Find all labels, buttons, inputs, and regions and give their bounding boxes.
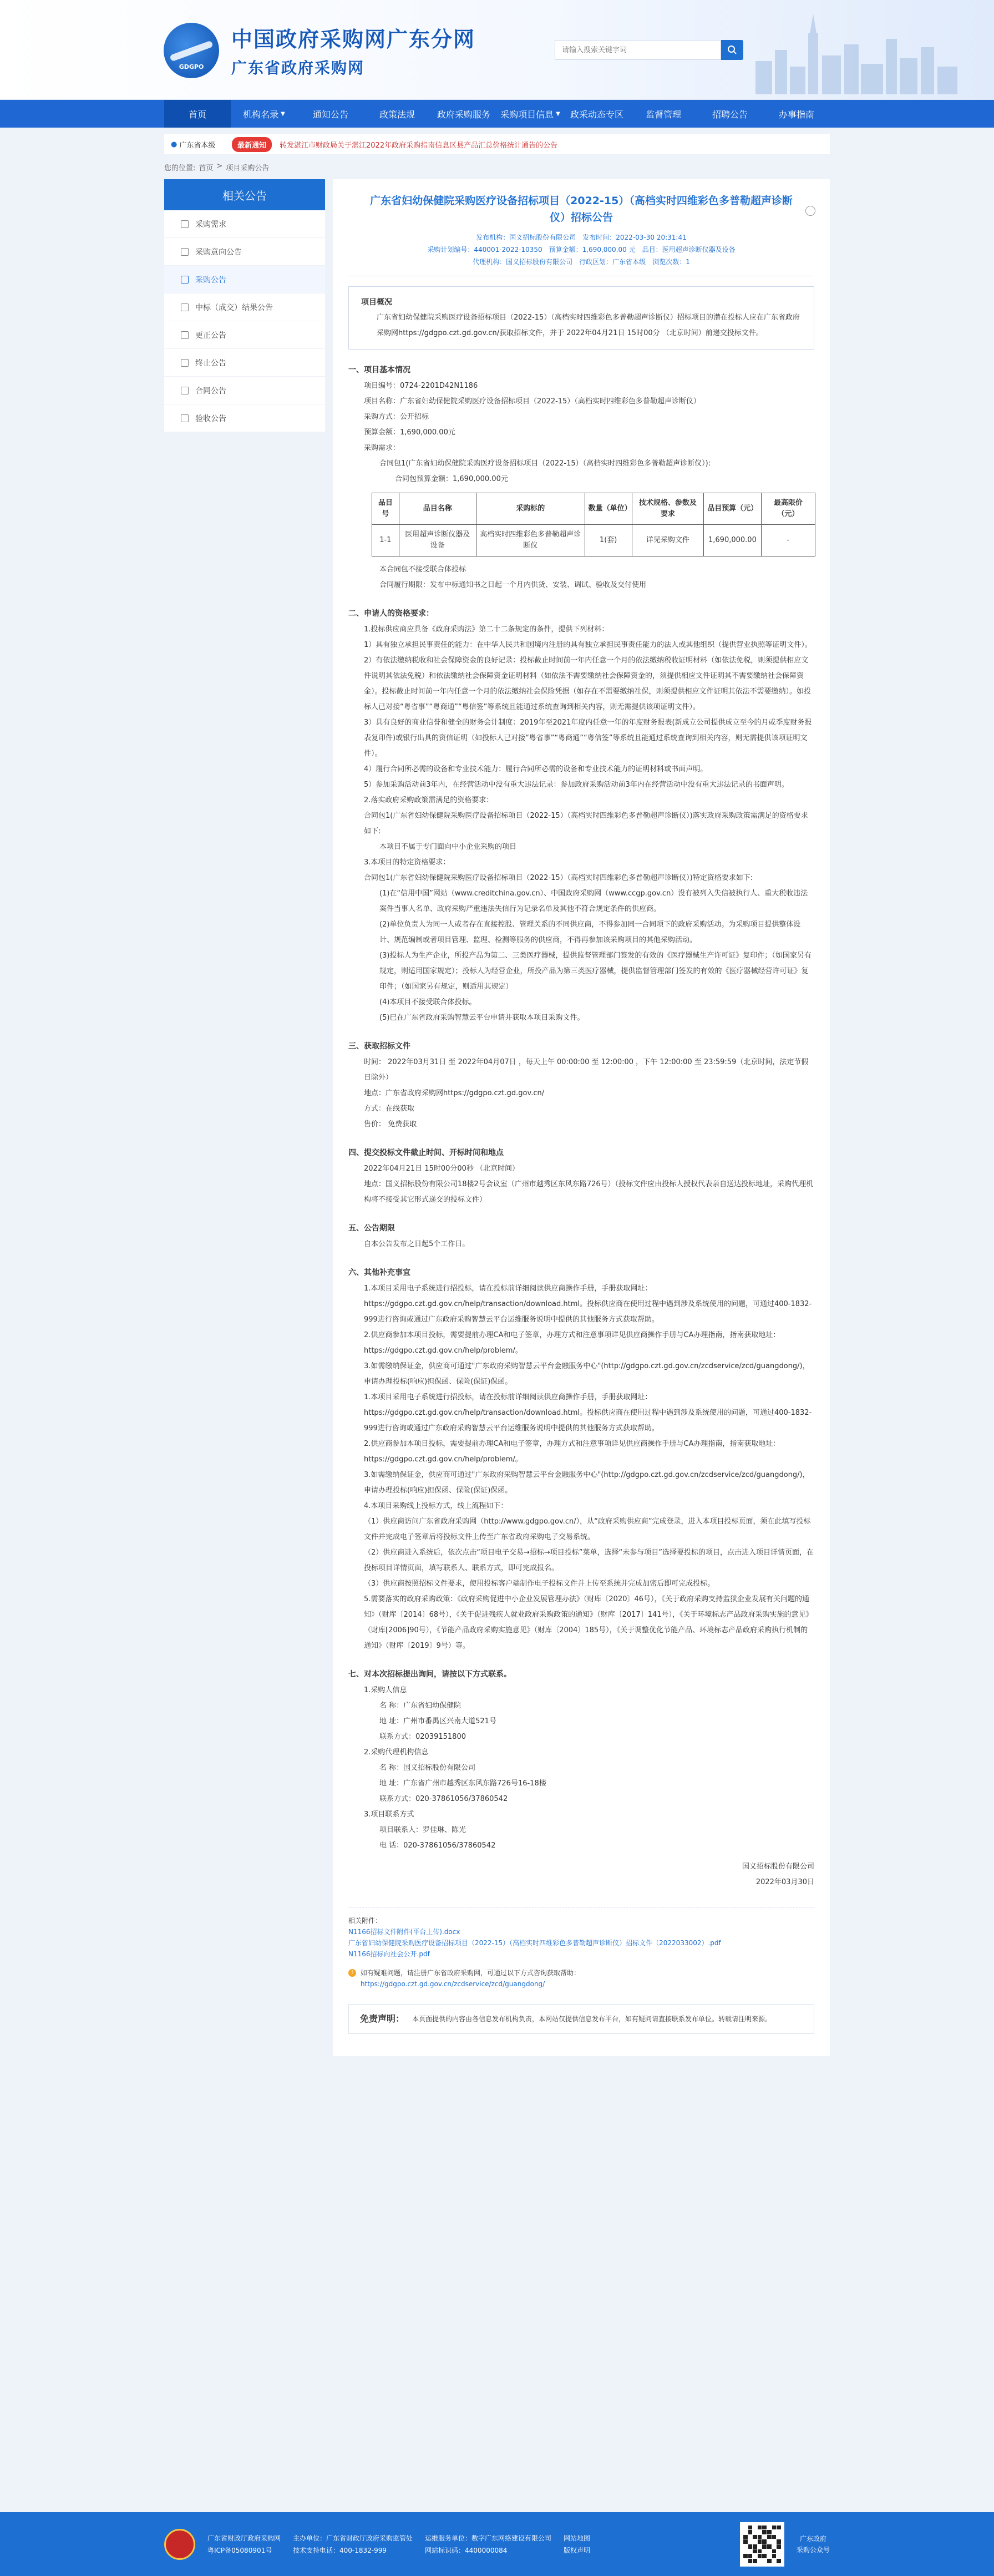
supplement-line: 3.如需缴纳保证金，供应商可通过"广东政府采购智慧云平台金融服务中心"(http://gdgpo.czt.gd.gov.cn/zcdservice/zcd/guangdong/)，申请办理投标(响应)担保函、保险(保证)保函。 (364, 1362, 810, 1386)
supplement-line: （1）供应商访问广东省政府采购网（http://www.gdgpo.gov.cn/），从“政府采购供应商”完成登录，进入本项目投标页面，须在此填写投标文件并完成电子签章后将投标文件上传至广东省政府采购电子交易系统。 (364, 1517, 811, 1541)
sidebar-item-intention[interactable] (164, 238, 325, 266)
sidebar-item-correction[interactable] (164, 321, 325, 349)
table-cell: 详见采购文件 (632, 525, 704, 556)
sidebar-title: 相关公告 (164, 179, 325, 210)
attachments (348, 1907, 814, 1960)
share-icon[interactable] (805, 206, 815, 216)
search-button[interactable] (721, 40, 743, 60)
table-header: 采购标的 (476, 493, 585, 525)
sidebar (164, 179, 325, 432)
table-cell: 1,690,000.00 (704, 525, 761, 556)
tip-text: 如有疑难问题，请注册广东省政府采购网，可通过以下方式咨询获取帮助： (361, 1969, 581, 1977)
chevron-down-icon: ▼ (281, 110, 285, 117)
national-emblem-icon (164, 2529, 195, 2560)
notice-bar (164, 134, 830, 154)
table-header: 数量（单位） (585, 493, 632, 525)
section-line: 时间： 2022年03月31日 至 2022年04月07日 ，每天上午 00:00:00 至 12:00:00 ，下午 12:00:00 至 23:59:59（北京时间，法定节假日除外） (364, 1058, 809, 1082)
document-icon (181, 387, 189, 394)
table-cell: 医用超声诊断仪器及设备 (399, 525, 476, 556)
nav-supervision[interactable] (630, 100, 697, 128)
attachment-link[interactable]: N1166招标文件附件(平台上传).docx (348, 1928, 460, 1936)
document-icon (181, 359, 189, 367)
package-budget: 合同包预算金额：1,690,000.00元 (395, 475, 508, 483)
qualification-line: (4)本项目不接受联合体投标。 (379, 998, 476, 1006)
document-icon (181, 276, 189, 284)
section-line: 售价： 免费获取 (364, 1120, 417, 1128)
sidebar-item-label: 终止公告 (195, 358, 226, 368)
table-header: 品目号 (372, 493, 399, 525)
sidebar-item-label: 更正公告 (195, 331, 226, 340)
qualification-line: 2）有依法缴纳税收和社会保障资金的良好记录：投标截止时间前一年内任意一个月的依法缴纳税收证明材料（如依法免税，则须提供相应文件说明其依法免税）和依法缴纳社会保障资金证明材料（如依法不需要缴纳社会保障资金的，须提供相应文件证明其不需要缴纳社会保障资金）。投标截止时间前一年内任意一个月的依法缴纳社会保险凭据（如存在不需要缴纳社保，则须提供相应文件证明其依法不需要缴纳）。如投标人已对接“粤省事”“粤商通”“粤信签”等系统且能通过系统查询到相关内容，则无需提供该项证明文件）。 (364, 656, 812, 711)
qualification-line: 5）参加采购活动前3年内，在经营活动中没有重大违法记录：参加政府采购活动前3年内在经营活动中没有重大违法记录的书面声明。 (364, 781, 789, 789)
follow-label (797, 2533, 830, 2555)
overview-text: 广东省妇幼保健院采购医疗设备招标项目（2022-15）（高档实时四维彩色多普勒超声诊断仪）招标项目的潜在投标人应在广东省政府采购网https://gdgpo.czt.gd.gov.cn/获取招标文件，并于 2022年04月21日 15时00分 （北京时间）前递交投标文件。 (377, 313, 800, 337)
meta-region: 行政区划：广东省本级 (579, 258, 646, 266)
footer-col (293, 2532, 413, 2557)
supplement-line: 3.如需缴纳保证金，供应商可通过"广东政府采购智慧云平台金融服务中心"(http://gdgpo.czt.gd.gov.cn/zcdservice/zcd/guangdong/)，申请办理投标(响应)担保函、保险(保证)保函。 (364, 1471, 810, 1495)
contact-line: 联系方式：020-37861056/37860542 (379, 1795, 508, 1803)
breadcrumb (164, 162, 830, 173)
meta-time: 发布时间：2022-03-30 20:31:41 (582, 234, 687, 241)
qualification-list (348, 622, 814, 1026)
table-header: 品目名称 (399, 493, 476, 525)
contact-line: 项目联系人：罗佳琳、陈光 (379, 1826, 466, 1834)
site-header (0, 0, 994, 100)
signature-org: 国义招标股份有限公司 (742, 1863, 814, 1871)
contact-line: 联系方式：020391518​00 (379, 1733, 466, 1741)
qualification-line: 2.落实政府采购政策需满足的资格要求： (364, 796, 494, 804)
qualification-line: (1)在“信用中国”网站（www.creditchina.gov.cn）、中国政府采购网（www.ccgp.gov.cn）没有被列入失信被执行人、重大税收违法案件当事人名单、政府采购严重违法失信行为记录名单及其他不符合规定条件的供应商。 (379, 889, 808, 913)
article (333, 179, 830, 2056)
follow-text: 采购公众号 (796, 2545, 830, 2554)
document-icon (181, 414, 189, 422)
attachment-link[interactable]: N1166招标向社会公开.pdf (348, 1950, 430, 1958)
document-icon (181, 331, 189, 339)
qualification-line: 本项目不属于专门面向中小企业采购的项目 (379, 843, 517, 851)
attachment-link[interactable]: 广东省妇幼保健院采购医疗设备招标项目（2022-15）（高档实时四维彩色多普勒超声诊断仪）招标文件（2022033002）.pdf (348, 1939, 721, 1947)
section-line: 地点：广东省政府采购网https://gdgpo.czt.gd.gov.cn/ (364, 1089, 545, 1097)
article-meta (348, 231, 814, 268)
signature-date: 2022年03月30日 (755, 1878, 814, 1886)
nav-home[interactable] (164, 100, 231, 128)
supplement-line: 1.本项目采用电子系统进行招投标，请在投标前详细阅读供应商操作手册，手册获取网址：https://gdgpo.czt.gd.gov.cn/help/transaction/download.html。投标供应商在使用过程中遇到涉及系统使用的问题，可通过400-1832-999进行咨询或通过广东政府采购智慧云平台运维服务说明中提供的其他服务方式获取帮助。 (364, 1284, 812, 1324)
table-header: 品目预算（元） (704, 493, 761, 525)
footer-link-copyright[interactable]: 版权声明 (564, 2546, 591, 2554)
qr-code-icon (740, 2522, 784, 2567)
qualification-line: 1）具有独立承担民事责任的能力：在中华人民共和国境内注册的具有独立承担民事责任能力的法人或其他组织（提供营业执照等证明文件）。 (364, 641, 812, 649)
section-line: 地点：国义招标股份有限公司18楼2号会议室（广州市越秀区东风东路726号）（投标文件应由投标人授权代表亲自送达投标地址，采购代理机构将不接受其它形式递交的投标文件） (364, 1180, 814, 1204)
sidebar-item-label: 采购公告 (195, 275, 226, 285)
help-tip (348, 1967, 814, 1990)
overview-box (348, 286, 814, 350)
contact-heading: 1.采购人信息 (364, 1686, 407, 1694)
qualification-line: (5)已在广东省政府采购智慧云平台申请并获取本项目采购文件。 (379, 1014, 585, 1022)
nav-label: 通知公告 (312, 109, 348, 120)
section-line: 采购方式：公开招标 (364, 413, 429, 421)
region-selector[interactable] (171, 139, 226, 150)
contact-line: 名 称：国义招标股份有限公司 (379, 1764, 476, 1772)
nav-label: 机构名录 (243, 109, 279, 120)
section-title: 六、其他补充事宜 (348, 1268, 410, 1277)
nav-label: 招聘公告 (712, 109, 748, 120)
package-line: 合同包1(广东省妇幼保健院采购医疗设备招标项目（2022-15）（高档实时四维彩色多普勒超声诊断仪）): (379, 459, 711, 468)
meta-agency: 代理机构：国义招标股份有限公司 (473, 258, 573, 266)
table-cell: 高档实时四维彩色多普勒超声诊断仪 (476, 525, 585, 556)
sidebar-item-requirements[interactable] (164, 210, 325, 238)
sidebar-item-label: 采购需求 (195, 220, 226, 229)
search-icon (727, 45, 737, 55)
logo-emblem-icon (164, 23, 219, 78)
breadcrumb-prefix: 您的位置: (164, 164, 196, 173)
supplement-list (348, 1281, 814, 1654)
contact-line: 电 话：020-37861056/37860542 (379, 1841, 496, 1850)
qualification-line: (2)单位负责人为同一人或者存在直接控股、管理关系的不同供应商，不得参加同一合同项下的政府采购活动。为采购项目提供整体设计、规范编制或者项目管理、监理、检测等服务的供应商，不得再参加该采购项目的其他采购活动。 (379, 920, 801, 944)
nav-label: 政策法规 (379, 109, 415, 120)
table-row (372, 525, 815, 556)
supplement-line: （3）供应商按照招标文件要求，使用投标客户端制作电子投标文件并上传至系统并完成加密后即可完成投标。 (364, 1580, 715, 1588)
nav-services[interactable] (430, 100, 497, 128)
section-title: 三、获取招标文件 (348, 1042, 410, 1051)
tip-link[interactable]: https://gdgpo.czt.gd.gov.cn/zcdservice/zcd/guangdong/ (361, 1980, 545, 1988)
contact-heading: 2.采购代理机构信息 (364, 1748, 429, 1757)
section-title: 五、公告期限 (348, 1224, 395, 1233)
section-line: 2022年04月21日 15时00分00秒 （北京时间） (364, 1165, 520, 1173)
search-input[interactable] (555, 40, 721, 60)
table-cell: - (761, 525, 815, 556)
latest-notice-link[interactable]: 转发湛江市财政局关于湛江2022年政府采购指南信息区县产品汇总价格统计通告的公告 (280, 141, 558, 150)
location-pin-icon: ● (171, 140, 178, 149)
disclaimer (348, 2004, 814, 2034)
footer-text: 广东省财政厅政府采购网 (207, 2534, 281, 2542)
table-header: 技术规格、参数及要求 (632, 493, 704, 525)
nav-recruit[interactable] (697, 100, 763, 128)
section-title: 一、项目基本情况 (348, 366, 410, 374)
footer-text: 技术支持电话：400-1832-999 (293, 2546, 387, 2554)
contact-line: 地 址：广州市番禺区兴南大道521号 (379, 1717, 496, 1725)
sidebar-item-label: 采购意向公告 (195, 247, 242, 257)
footer-col (425, 2532, 551, 2557)
sidebar-item-tender[interactable] (164, 266, 325, 293)
contact-line: 名 称：广东省妇幼保健院 (379, 1702, 462, 1710)
section-title: 七、对本次招标提出询问，请按以下方式联系。 (348, 1670, 511, 1679)
supplement-line: 4.本项目采购线上投标方式，线上流程如下： (364, 1502, 508, 1510)
qualification-line: (3)投标人为生产企业，所投产品为第二、三类医疗器械，提供监督管理部门签发的有效的《医疗器械生产许可证》复印件；（如国家另有规定，则适用国家规定）；投标人为经营企业，所投产品为第三类医疗器械，提供监督管理部门签发的有效的《医疗器械经营许可证》复印件；（如国家另有规定，则适用其规定） (379, 952, 812, 991)
contact-list (348, 1683, 814, 1854)
meta-views: 浏览次数：1 (652, 258, 690, 266)
region-label: 广东省本级 (179, 141, 216, 150)
latest-notice-badge: 最新通知 (232, 137, 272, 152)
breadcrumb-separator: > (216, 162, 223, 170)
site-footer (0, 2512, 994, 2576)
main-nav (0, 100, 994, 128)
supplement-line: （2）供应商进入系统后，依次点击“项目电子交易→招标→项目投标”菜单，选择“未参与项目”选择要投标的项目，点击进入项目详情页面，在投标项目详情页面，填写联系人、联系方式，即可完成报名。 (364, 1548, 814, 1572)
section-line: 本合同包不接受联合体投标 (379, 565, 466, 574)
sidebar-item-contract[interactable] (164, 377, 325, 404)
meta-plan: 采购计划编号：440001-2022-10350 (427, 246, 542, 254)
table-cell: 1(套) (585, 525, 632, 556)
chevron-down-icon: ▼ (556, 110, 560, 117)
qualification-line: 3.本项目的特定资格要求： (364, 858, 450, 867)
section-line: 方式：在线获取 (364, 1105, 415, 1113)
meta-budget: 预算金额：1,690,000.00 元 (549, 246, 636, 254)
table-cell: 1-1 (372, 525, 399, 556)
breadcrumb-current[interactable]: 项目采购公告 (226, 164, 270, 173)
section-line: 采购需求： (364, 444, 400, 452)
sidebar-item-result[interactable] (164, 293, 325, 321)
sidebar-item-acceptance[interactable] (164, 404, 325, 432)
nav-label: 监督管理 (645, 109, 681, 120)
signature (348, 1859, 814, 1890)
disclaimer-text: 本页面提供的内容由各信息发布机构负责，本网站仅提供信息发布平台，如有疑问请直接联系发布单位。转载请注明来源。 (412, 2015, 772, 2023)
footer-col (207, 2532, 281, 2557)
supplement-line: 1.本项目采用电子系统进行招投标，请在投标前详细阅读供应商操作手册，手册获取网址：https://gdgpo.czt.gd.gov.cn/help/transaction/download.html。投标供应商在使用过程中遇到涉及系统使用的问题，可通过400-1832-999进行咨询或通过广东政府采购智慧云平台运维服务说明中提供的其他服务方式获取帮助。 (364, 1393, 812, 1433)
nav-label: 首页 (188, 109, 206, 120)
document-icon (181, 220, 189, 228)
meta-category: 品目：医用超声诊断仪器及设备 (642, 246, 736, 254)
overview-title: 项目概况 (361, 298, 392, 307)
qualification-line: 3）具有良好的商业信誉和健全的财务会计制度：2019年至2021年度内任意一年的年度财务报表(新成立公司提供成立至今的月或季度财务报表复印件)或银行出具的资信证明（如投标人已对接“粤省事”“粤商通”“粤信签”等系统且能通过系统查询到相关内容，则无需提供该项证明文件）。 (364, 718, 812, 758)
nav-label: 办事指南 (778, 109, 814, 120)
footer-text[interactable]: 粤ICP备05080901号 (207, 2546, 272, 2554)
site-subtitle: 广东省政府采购网 (231, 59, 365, 77)
sidebar-item-label: 验收公告 (195, 414, 226, 423)
site-title: 中国政府采购网广东分网 (231, 27, 476, 52)
follow-text: 广东政府 (799, 2534, 826, 2543)
city-skyline-illustration (750, 11, 961, 94)
section-title: 二、申请人的资格要求： (348, 609, 434, 618)
qualification-line: 合同包1(广东省妇幼保健院采购医疗设备招标项目（2022-15）（高档实时四维彩色多普勒超声诊断仪）)特定资格要求如下: (364, 874, 753, 882)
footer-text: 网站标识码：4400000084 (425, 2546, 508, 2554)
attachments-label: 相关附件： (348, 1917, 382, 1925)
site-logo[interactable] (164, 22, 475, 78)
meta-publisher: 发布机构：国义招标股份有限公司 (476, 234, 576, 241)
nav-label: 政采动态专区 (570, 109, 623, 120)
footer-text: 主办单位：广东省财政厅政府采购监管处 (293, 2534, 413, 2542)
nav-label: 采购项目信息 (500, 109, 554, 120)
section-line: 项目编号：0724-2201D42N1186 (364, 382, 478, 390)
section-title: 四、提交投标文件截止时间、开标时间和地点 (348, 1148, 504, 1157)
nav-projects[interactable] (497, 100, 564, 128)
nav-notices[interactable] (297, 100, 364, 128)
section-line: 自本公告发布之日起5个工作日。 (364, 1240, 470, 1248)
qualification-line: 4）履行合同所必需的设备和专业技术能力：履行合同所必需的设备和专业技术能力的证明材料或书面声明。 (364, 765, 708, 773)
table-header: 最高限价（元） (761, 493, 815, 525)
article-title: 广东省妇幼保健院采购医疗设备招标项目（2022-15）（高档实时四维彩色多普勒超声诊断仪）招标公告 (370, 195, 793, 224)
footer-link-sitemap[interactable]: 网站地图 (564, 2534, 591, 2542)
sidebar-item-label: 合同公告 (195, 386, 226, 396)
contact-line: 地 址：广东省广州市越秀区东风东路726号16-18楼 (379, 1779, 546, 1788)
logo-badge-text: GDGPO (179, 63, 204, 70)
section-line: 预算金额：1,690,000.00元 (364, 428, 455, 437)
nav-directory[interactable] (231, 100, 297, 128)
footer-text: 运维服务单位：数字广东网络建设有限公司 (425, 2534, 552, 2542)
sidebar-item-label: 中标（成交）结果公告 (195, 303, 273, 312)
nav-news[interactable] (564, 100, 630, 128)
section-line: 合同履行期限：发布中标通知书之日起一个月内供货、安装、调试、验收及交付使用 (379, 581, 647, 589)
supplement-line: 2.供应商参加本项目投标，需要提前办理CA和电子签章，办理方式和注意事项详见供应商操作手册与CA办理指南，指南获取地址：https://gdgpo.czt.gd.gov.cn/help/problem/。 (364, 1331, 780, 1355)
sidebar-item-termination[interactable] (164, 349, 325, 377)
document-icon (181, 303, 189, 311)
supplement-line: 2.供应商参加本项目投标，需要提前办理CA和电子签章，办理方式和注意事项详见供应商操作手册与CA办理指南，指南获取地址：https://gdgpo.czt.gd.gov.cn/help/problem/。 (364, 1440, 780, 1464)
footer-col (564, 2532, 590, 2557)
breadcrumb-home[interactable]: 首页 (199, 164, 214, 173)
supplement-line: 5.需要落实的政府采购政策：《政府采购促进中小企业发展管理办法》（财库〔2020〕46号），《关于政府采购支持监狱企业发展有关问题的通知》（财库〔2014〕68号），《关于促进残疾人就业政府采购政策的通知》（财库〔2017〕141号），《关于环境标志产品政府采购实施的意见》（财库[2006]90号），《节能产品政府采购实施意见》（财库〔2004〕185号），《关于调整优化节能产品、环境标志产品政府采购执行机制的通知》（财库〔2019〕9号）等。 (364, 1595, 813, 1650)
disclaimer-label: 免责声明： (360, 2013, 405, 2024)
package-table (372, 493, 815, 556)
contact-heading: 3.项目联系方式 (364, 1810, 414, 1819)
nav-policies[interactable] (364, 100, 430, 128)
qualification-line: 合同包1(广东省妇幼保健院采购医疗设备招标项目（2022-15）（高档实时四维彩色多普勒超声诊断仪）)落实政府采购政策需满足的资格要求如下: (364, 812, 808, 836)
document-icon (181, 248, 189, 256)
nav-label: 政府采购服务 (437, 109, 490, 120)
section-line: 项目名称：广东省妇幼保健院采购医疗设备招标项目（2022-15）（高档实时四维彩色多普勒超声诊断仪） (364, 397, 701, 406)
qualification-line: 1.投标供应商应具备《政府采购法》第二十二条规定的条件，提供下列材料： (364, 625, 609, 634)
info-icon: ! (348, 1969, 356, 1977)
nav-guide[interactable] (763, 100, 830, 128)
